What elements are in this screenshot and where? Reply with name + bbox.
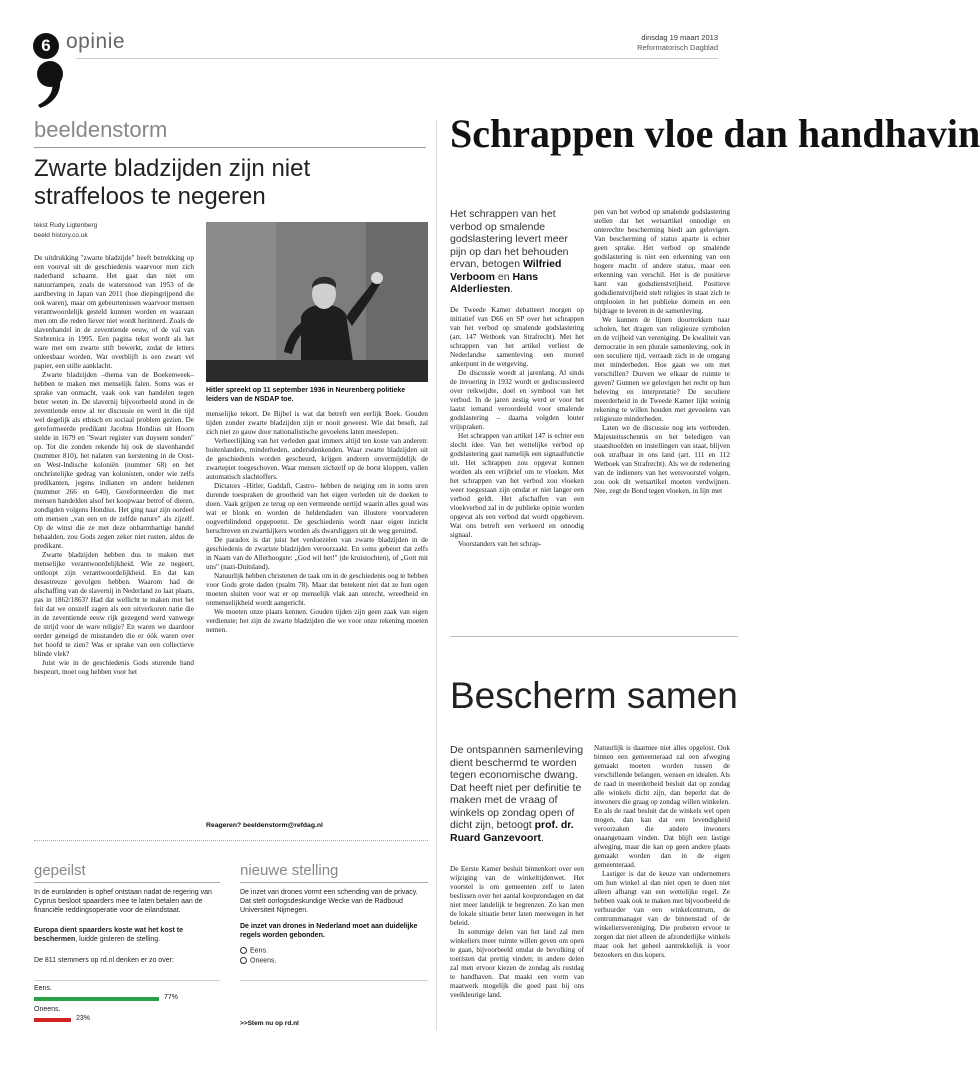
paragraph: menselijke tekort. De Bijbel is wat dat betreft een eerlijk Boek. Gouden tijden zonder zwarte bladzijden zijn er nooit geweest. Wie dat beseft, zal zich niet zo gauw door nationalistische gevoelens laten meeslepen. <box>206 410 428 436</box>
nieuwe-stelling-statement: De inzet van drones in Nederland moet aan duidelijke regels worden gebonden. <box>240 923 418 939</box>
comma-logo-icon <box>34 60 70 110</box>
vote-link[interactable]: >>Stem nu op rd.nl <box>240 1020 299 1027</box>
schrappen-headline: Schrappen vloe dan handhavin <box>450 111 980 156</box>
reactions-email[interactable]: Reageren? beeldenstorm@refdag.nl <box>206 822 323 829</box>
poll-value-eens: 77% <box>164 994 179 1001</box>
paragraph: Verheerlijking van het verleden gaat immers altijd ten koste van anderen: buitenlanders, minderheden, andersdenkenden. Waar zwarte bladzijden uit de geschiedenis worden gescheurd, krijgen anderen onvermijdelijk de zwartepiet toegeschoven. Waar mensen zichzelf op de borst kloppen, vallen automatisch slachtoffers. <box>206 437 428 481</box>
section-title: opinie <box>66 30 126 53</box>
left-article-col2 <box>206 410 428 790</box>
gepeild-intro: In de eurolanden is ophef ontstaan nadat de regering van Cyprus besloot spaarders mee te laten betalen aan de financiële reddingsoperatie voor de eilandstaat. <box>34 889 212 914</box>
photo-caption: Hitler spreekt op 11 september 1936 in Neurenberg politieke leiders van de NSDAP toe. <box>206 387 406 403</box>
paragraph: Het schrappen van artikel 147 is echter een slecht idee. Van het wettelijke verbod op godslastering gaat namelijk een signaalfunctie uit. Het schrappen zou opgevat kunnen worden als een vrijbrief om te vloeken. Met het schrappen van het verbod zou vloeken weer toegestaan zijn omdat er niet langer een verbod geldt. Het afschaffen van een vloekverbod zal in de publieke opinie worden opgevat als een verbod dat wordt opgeheven. Wat ons betreft een verkeerd en onnodig signaal. <box>450 432 584 539</box>
bescherm-col2 <box>594 744 730 1040</box>
credit-text: tekst Rudy Ligtenberg <box>34 222 98 229</box>
rubric-beeldenstorm: beeldenstorm <box>34 117 168 142</box>
poll-label-oneens: Oneens. <box>34 1006 61 1013</box>
photo-figure-icon <box>206 222 428 382</box>
hitler-photo <box>206 222 428 382</box>
paragraph: Dictators –Hitler, Gaddafi, Castro– hebben de neiging om in soms uren durende toespraken de grootheid van het eigen verleden uit de doeken te doen. Vaak grijpen ze terug op een vermeende oertijd waarin alles goud was wat er blonk en worden de heldendaden van illustere voorvaderen oogverblindend opgepoetst. De geschiedenis wordt naar eigen inzicht herschreven en zwartkijkers worden als dwarsliggers uit de weg geruimd. <box>206 482 428 535</box>
bescherm-col1 <box>450 865 584 1045</box>
gepeild-respondents: De 811 stemmers op rd.nl denken er zo over: <box>34 957 174 964</box>
paragraph: Zwarte bladzijden –thema van de Boekenweek– hebben te maken met menselijk falen. Soms was er sprake van onmacht, vaak ook van handelen tegen beter weten in. De slavernij bijvoorbeeld stond in de zeventiende eeuw al ter discussie en werd in die tijd wel degelijk als ethisch en sociaal problem gezien. De gereformeerde predikant Jacobus Hondius uit Hoorn stelde in 1679 en "Swart register van duysent sonden" op. Tot die zonden rekende hij ook de slavenhandel (nummer 810), het nalaten van kerstening in de Oost- en West-Indische koloniën (nummer 68) en het onchristelijke gedrag van kolonisten, onder wie zelfs predikanten, jegens indianen en andere heidenen (nummer 266 en 640). Gereformeerden die met mensen handelden alsof het koopwaar betrof of dieren, zondigden volgens Hondius. Het ging naar zijn oordeel om mensen „van een en de zelfde nature" als zijzelf. Op de winst die ze met deze onbarmhartige handel behaalden, zou Gods zegen zeker niet rusten, aldus de predikant. <box>34 371 194 550</box>
author-name: Hans Alderliesten <box>450 270 539 295</box>
radio-icon[interactable] <box>240 957 247 964</box>
page-number-badge: 6 <box>33 33 59 59</box>
author-name: prof. dr. Ruard Ganzevoort <box>450 819 574 844</box>
nieuwe-stelling-heading: nieuwe stelling <box>240 862 339 879</box>
vote-option-eens[interactable]: Eens. <box>240 947 268 954</box>
poll-bar-oneens <box>34 1018 71 1022</box>
author-name: Wilfried Verboom <box>450 258 562 283</box>
paragraph: Voorstanders van het schrap- <box>458 540 542 548</box>
vote-option-oneens[interactable]: Oneens. <box>240 957 276 964</box>
poll-bar-eens <box>34 997 159 1001</box>
paragraph: De uitdrukking "zwarte bladzijde" heeft betrekking op een voorval uit de geschiedenis waarvoor men zich naderhand schaamt. Het gaat dan niet om natuurrampen, zoals de watersnood van 1953 of de aardbeving in Japan van 2011 (hoe diepingrijpend die ook waren), maar om gebeurtenissen waarvoor mensen verantwoordelijk gesteld kunnen worden en waaraan men om die reden liever niet wordt herinnerd. Zoals de slavenhandel in de zeventiende eeuw, of de val van Srebrenica in 1995. Een pagina tekst wordt als het ware met een zwarte stift bewerkt, zodat de letters onleesbaar worden. Wat overblijft is een zwart vel papier, een stille aanklacht. <box>34 254 194 370</box>
paragraph: De discussie woedt al jarenlang. Al sinds de invoering in 1932 wordt er gediscussieerd over reikwijdte, doel en symbool van het verbod. In de jaren zestig werd er voor het laatst iemand veroordeeld voor smalende godslastering – daarna volgden louter vrijspraken. <box>450 369 584 431</box>
nieuwe-stelling-intro: De inzet van drones vormt een schending van de privacy. Dat stelt oorlogsdeskundige Wecke van de Radboud Universiteit Nijmegen. <box>240 889 418 914</box>
bescherm-headline: Bescherm samen <box>450 675 738 716</box>
paragraph: De paradox is dat juist het verdoezelen van zwarte bladzijden in de geschiedenis de zwartste bladzijden veroorzaakt. En soms gebeurt dat zelfs in Naam van de Allerhoogste: „God wil het!" (de kruistochten), of „Gott mit uns" (nazi-Duitsland). <box>206 536 428 571</box>
paragraph: Natuurlijk is daarmee niet alles opgelost. Ook binnen een gemeenteraad zal een afweging gemaakt moeten worden tussen de verschillende belangen, wensen en idealen. Als de raad in meerderheid besluit dat op zondag alle winkels dicht zijn, dan beperkt dat de inwoners die graag op zondag willen winkelen. En als de raad besluit dat de winkels wel open mogen, dan kan dat een levendigheid veroorzaken die andere inwoners onaangenaam vinden. Dat blijft een lastige afweging, maar die kan op geen andere plaats gemaakt worden dan in de eigen gemeenteraad. <box>594 744 730 869</box>
schrappen-col2 <box>594 208 730 586</box>
paragraph: Juist wie in de geschiedenis Gods sturende hand bespeurt, moet oog hebben voor het <box>34 659 194 676</box>
schrappen-col1 <box>450 306 584 586</box>
paragraph: Zwarte bladzijden hebben dus te maken met menselijke verantwoordelijkheid. Wie ze negeert, ontloopt zijn verantwoordelijkheid. En dat kan desastreuze gevolgen hebben. Waarom had de afschaffing van de slavernij in Nederland zo laat plaats, pas in 1862/1863? Had dat wellicht te maken met het feit dat we onszelf zagen als een uitverkoren natie die in de zeventiende eeuw rijk gezegend werd vanwege de strijd voor de ware religie? En waren we daardoor eerder geneigd de misstanden die er óók waren over het hoofd te zien? Was er sprake van een collectieve blinde vlek? <box>34 551 194 658</box>
header-date: dinsdag 19 maart 2013 <box>641 33 718 42</box>
paragraph: Laten we de discussie nog iets verbreden. Majesteitsschennis en het beledigen van staatshoofden en instellingen van staat, blijven ook strafbaar in ons land (art. 111 en 112 Wetboek van Strafrecht). Als we de redenering van de indieners van het wetsvoorstel volgen, zou ook dit wetsartikel moeten verdwijnen. Nee, zegt de Bond tegen vloeken, in lijn met <box>594 424 730 495</box>
paragraph: We kunnen de lijnen doortrekken naar scholen, het dragen van religieuze symbolen en de vrijheid van vereniging. De kwaliteit van democratie in een plurale samenleving, ook in een seculiere tijd, verraadt zich in de omgang met minderheden. Hoe gaan we om met verschillen? Durven we elkaar de ruimte te geven? Gunnen we gelovigen het recht op hun beleving en interpretatie? De seculiere meerderheid in de Tweede Kamer lijkt weinig rekening te willen houden met gevoelens van religieuze minderheden. <box>594 316 730 423</box>
paragraph: De Tweede Kamer debatteert morgen op initiatief van D66 en SP over het schrappen van het verbod op smalende godslastering (art. 147 Wetboek van Strafrecht). Met het schrappen van het artikel verliest de Nederlandse samenleving een moreel ankerpunt in de wetgeving. <box>450 306 584 368</box>
bescherm-lead: De ontspannen samenleving dient beschermd te worden tegen economische dwang. Dat heeft niet per definitie te maken met de vraag of winkels op zondag open of dicht zijn, betoogt prof. dr. Ruard Ganzevoort. <box>450 744 584 844</box>
gepeild-statement: Europa dient spaarders koste wat het kost te beschermen, luidde gisteren de stelling. <box>34 927 183 943</box>
paragraph: pen van het verbod op smalende godslastering stellen dat het wetsartikel onnodige en onterechte bescherming biedt aan gelovigen. Van bescherming of status aparte is echter geen sprake. Het verbod op smalende godslastering is niet een erkenning van een hogere macht of andere status, maar een erkenning van verschil. Het is de positieve kant van godsdienstvrijheid. Positieve godsdienstvrijheid stelt religies in staat zich te ontplooien in het publieke domein en een bijdrage te leveren in de samenleving. <box>594 208 730 315</box>
gepeild-heading: gepeilst <box>34 862 86 879</box>
poll-results <box>34 985 224 1055</box>
radio-icon[interactable] <box>240 947 247 954</box>
left-headline: Zwarte bladzijden zijn niet straffeloos te negeren <box>34 155 311 210</box>
credit-image: beeld history.co.uk <box>34 232 88 239</box>
paragraph: De Eerste Kamer besluit binnenkort over een wijziging van de winkeltijdenwet. Het voorstel is om gemeenten zelf te laten beslissen over het aantal koopzondagen en dat niet meer landelijk te begrenzen. Zo kan men de lokale situatie beter laten meewegen in het beleid. <box>450 865 584 927</box>
poll-label-eens: Eens. <box>34 985 52 992</box>
paragraph: Lastiger is dat de keuze van ondernemers om hun winkel al dan niet open te doen niet alleen afhangt van een wettelijke regel. Ze hebben vaak ook te maken met bijvoorbeeld de verhuurder van een winkelcentrum, de centrummanager van de binnenstad of de winkeliersvereniging. Die proberen ervoor te zorgen dat niet alleen de afzonderlijke winkels maar ook het geheel aantrekkelijk is voor bezoekers en dus kopers. <box>594 870 730 959</box>
left-article-col1 <box>34 254 194 828</box>
paragraph: We moeten onze plaats kennen. Gouden tijden zijn geen zaak van eigen verdienste; het zijn de zwarte bladzijden die we voor onze rekening moeten nemen. <box>206 608 428 634</box>
paragraph: In sommige delen van het land zal men winkeliers meer ruimte willen geven om open te gaan, bijvoorbeeld omdat de bevolking of toeristen dat prettig vinden; in andere delen zal men ervoor kiezen de zondag als rustdag te handhaven. Dat maakt een vorm van maatwerk mogelijk die goed past bij ons veelkleurige land. <box>450 928 584 999</box>
header-publication: Reformatorisch Dagblad <box>637 43 718 52</box>
schrappen-lead: Het schrappen van het verbod op smalende godslastering levert meer pijn op dan het behouden ervan, betogen Wilfried Verboom en Hans Alderliesten. <box>450 208 569 295</box>
poll-value-oneens: 23% <box>76 1015 91 1022</box>
paragraph: Natuurlijk hebben christenen de taak om in de geschiedenis oog te hebben voor Gods grote daden (psalm 78). Maar dat betekent niet dat ze hun ogen moeten sluiten voor wat er op menselijk vlak aan onrecht, wreedheid en onmenselijkheid wordt aangericht. <box>206 572 428 607</box>
